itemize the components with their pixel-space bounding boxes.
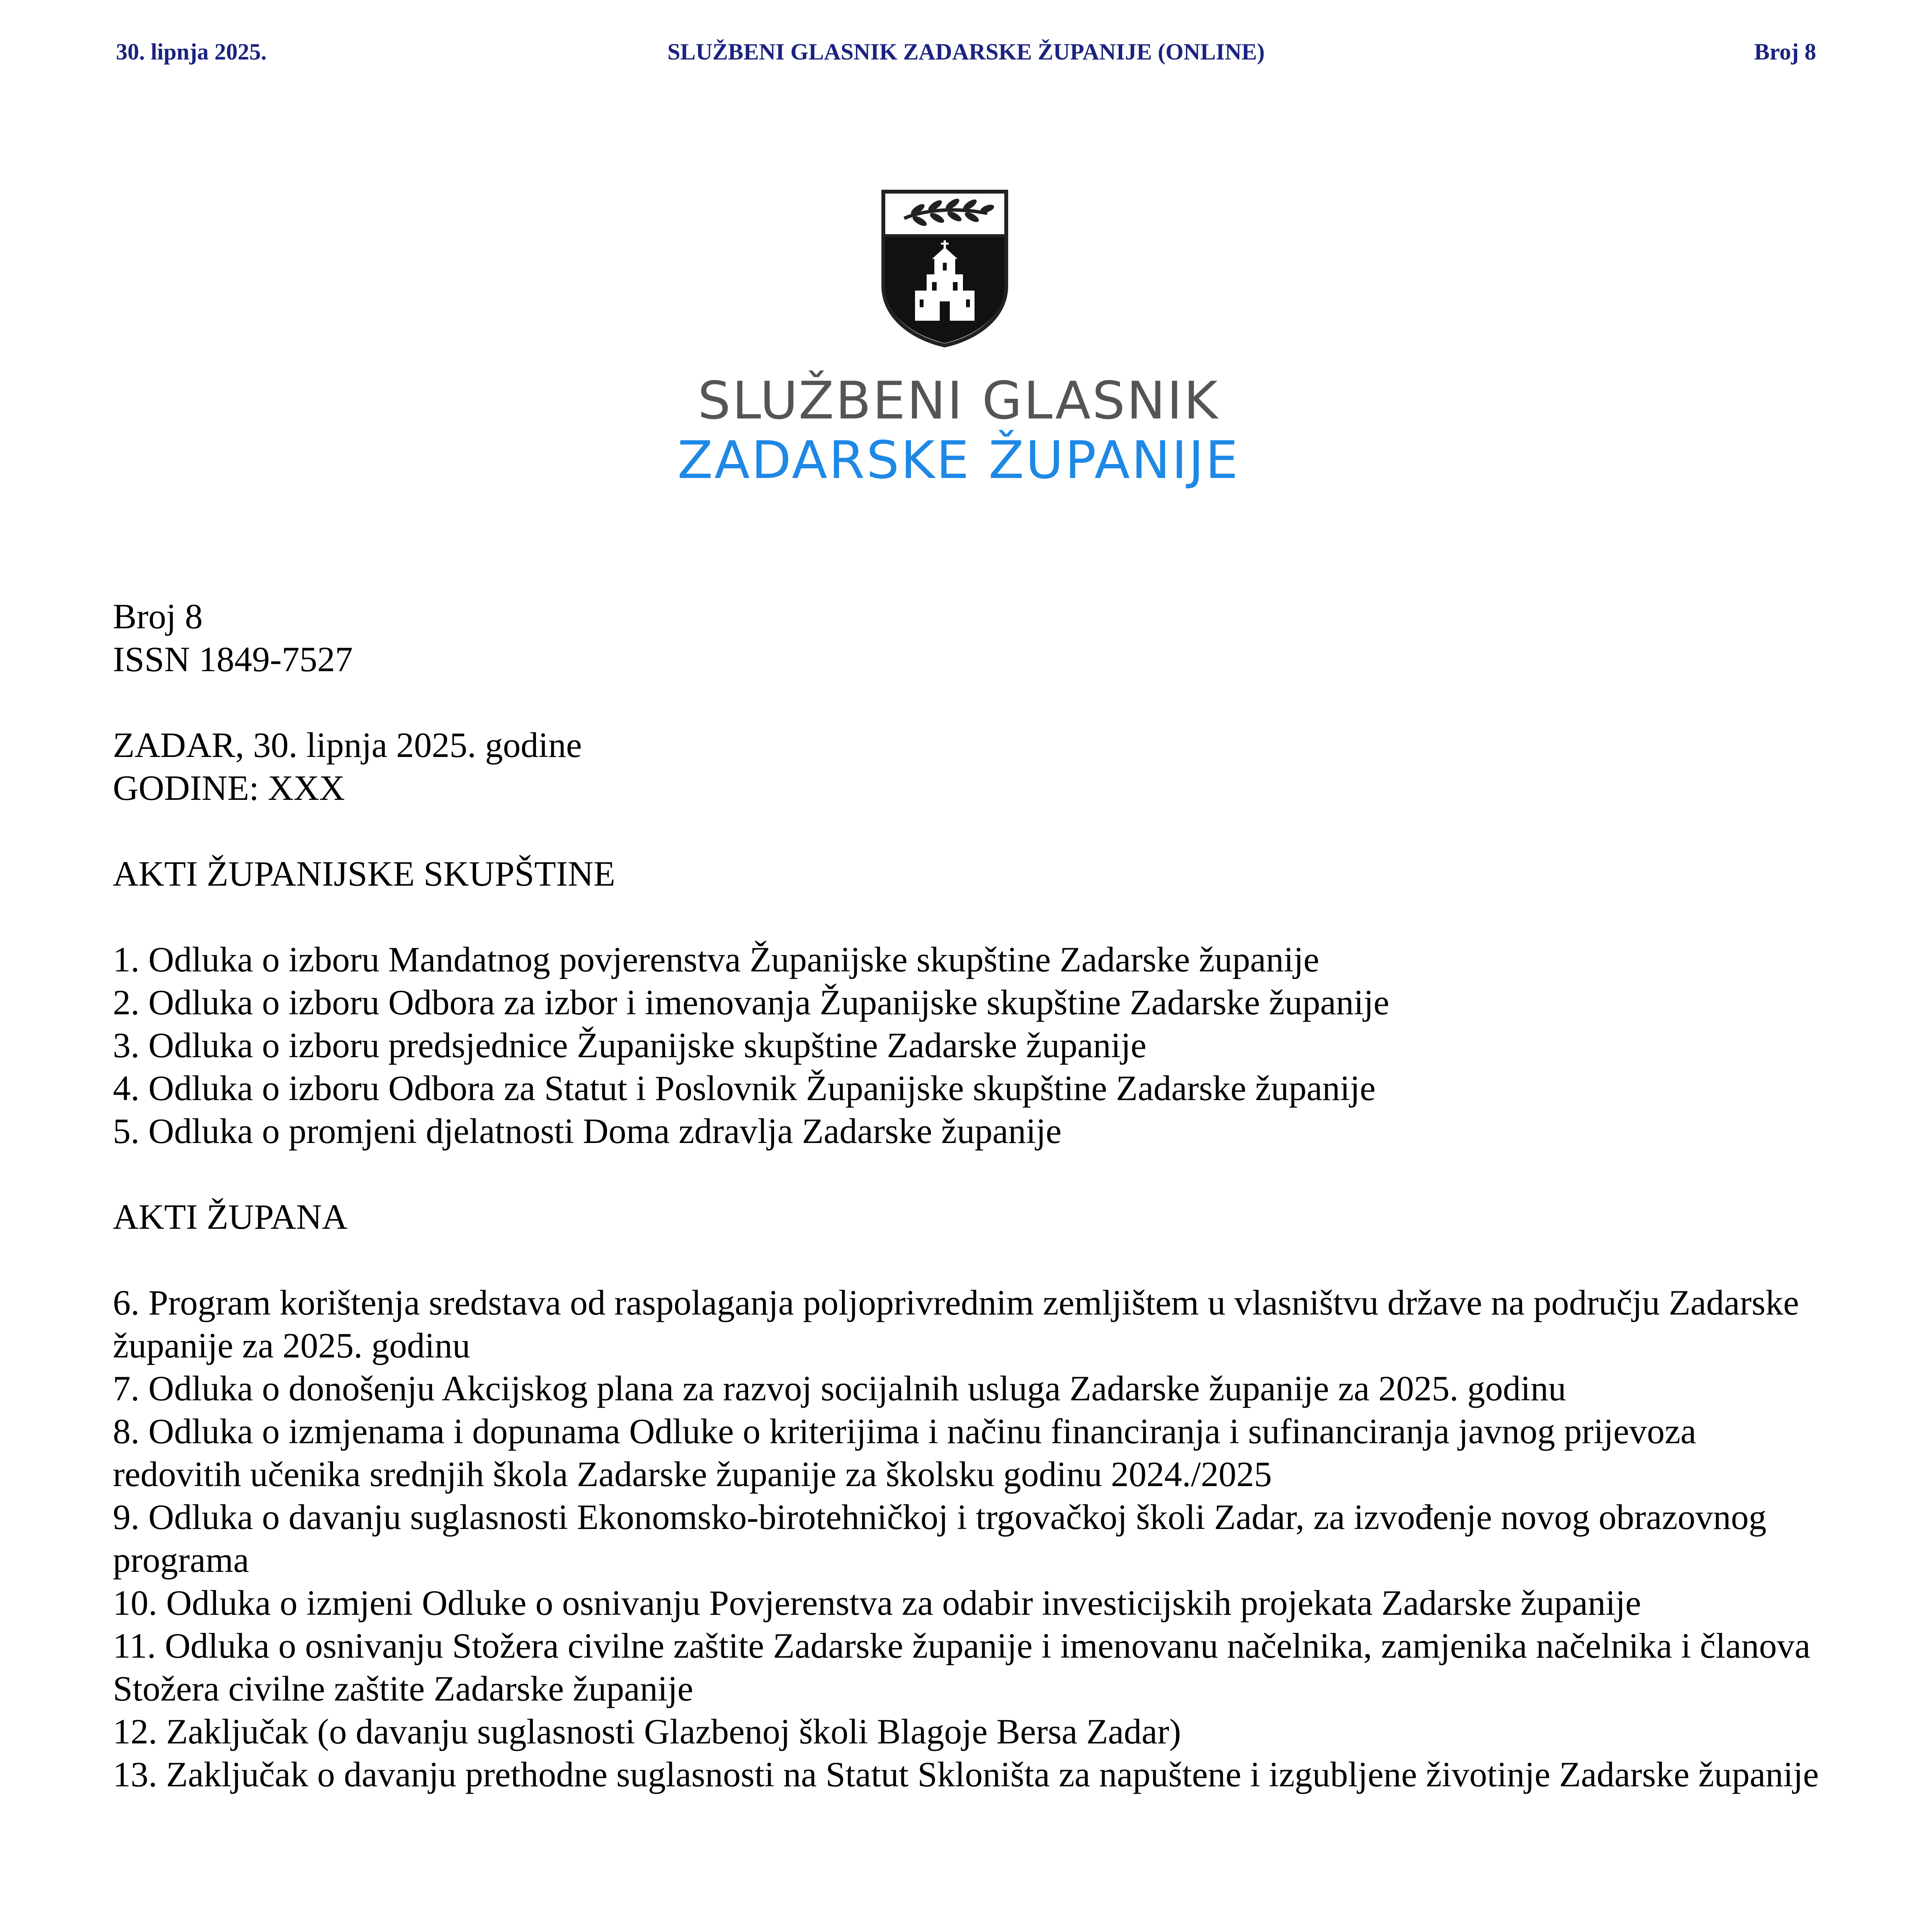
table-of-contents — [113, 595, 1832, 1796]
masthead-title: SLUŽBENI GLASNIK — [697, 371, 1220, 431]
list-item: 7. Odluka o donošenju Akcijskog plana za razvoj socijalnih usluga Zadarske županije za 2025. godinu — [113, 1369, 1566, 1408]
list-item: 8. Odluka o izmjenama i dopunama Odluke o kriterijima i načinu financiranja i sufinanciranja javnog prijevoza redovitih učenika srednjih škola Zadarske županije za školsku godinu 2024./2025 — [113, 1412, 1696, 1494]
list-item: 1. Odluka o izboru Mandatnog povjerenstva Županijske skupštine Zadarske županije — [113, 940, 1320, 979]
volume-year: GODINE: XXX — [113, 768, 345, 808]
header-date: 30. lipnja 2025. — [116, 39, 267, 65]
list-item: 11. Odluka o osnivanju Stožera civilne zaštite Zadarske županije i imenovanu načelnika, zamjenika načelnika i članova Stožera civilne zaštite Zadarske županije — [113, 1626, 1811, 1708]
prefect-acts-list — [113, 1281, 1832, 1796]
list-item: 3. Odluka o izboru predsjednice Županijske skupštine Zadarske županije — [113, 1026, 1146, 1065]
issue-number: Broj 8 — [113, 597, 203, 636]
list-item: 2. Odluka o izboru Odbora za izbor i imenovanja Županijske skupštine Zadarske županije — [113, 983, 1390, 1022]
issn: ISSN 1849-7527 — [113, 639, 353, 679]
place-date: ZADAR, 30. lipnja 2025. godine — [113, 725, 582, 765]
header-issue: Broj 8 — [1754, 39, 1816, 65]
list-item: 4. Odluka o izboru Odbora za Statut i Poslovnik Županijske skupštine Zadarske županije — [113, 1068, 1376, 1108]
running-header — [116, 39, 1816, 70]
list-item: 13. Zaključak o davanju prethodne suglasnosti na Statut Skloništa za napuštene i izgubljene životinje Zadarske županije — [113, 1755, 1819, 1794]
section-heading-assembly: AKTI ŽUPANIJSKE SKUPŠTINE — [113, 854, 616, 893]
masthead-subtitle: ZADARSKE ŽUPANIJE — [677, 430, 1240, 491]
section-heading-prefect: AKTI ŽUPANA — [113, 1197, 348, 1236]
list-item: 12. Zaključak (o davanju suglasnosti Glazbenoj školi Blagoje Bersa Zadar) — [113, 1712, 1181, 1751]
list-item: 5. Odluka o promjeni djelatnosti Doma zdravlja Zadarske županije — [113, 1111, 1062, 1151]
masthead — [0, 371, 1917, 490]
assembly-acts-list — [113, 938, 1832, 1153]
list-item: 10. Odluka o izmjeni Odluke o osnivanju Povjerenstva za odabir investicijskih projekata Zadarske županije — [113, 1583, 1641, 1622]
list-item: 6. Program korištenja sredstava od raspolaganja poljoprivrednim zemljištem u vlasništvu države na području Zadarske županije za 2025. godinu — [113, 1283, 1799, 1365]
coat-of-arms-icon — [881, 189, 1009, 348]
list-item: 9. Odluka o davanju suglasnosti Ekonomsko-birotehničkoj i trgovačkoj školi Zadar, za izvođenje novog obrazovnog programa — [113, 1497, 1767, 1580]
header-title: SLUŽBENI GLASNIK ZADARSKE ŽUPANIJE (ONLINE) — [667, 39, 1265, 65]
